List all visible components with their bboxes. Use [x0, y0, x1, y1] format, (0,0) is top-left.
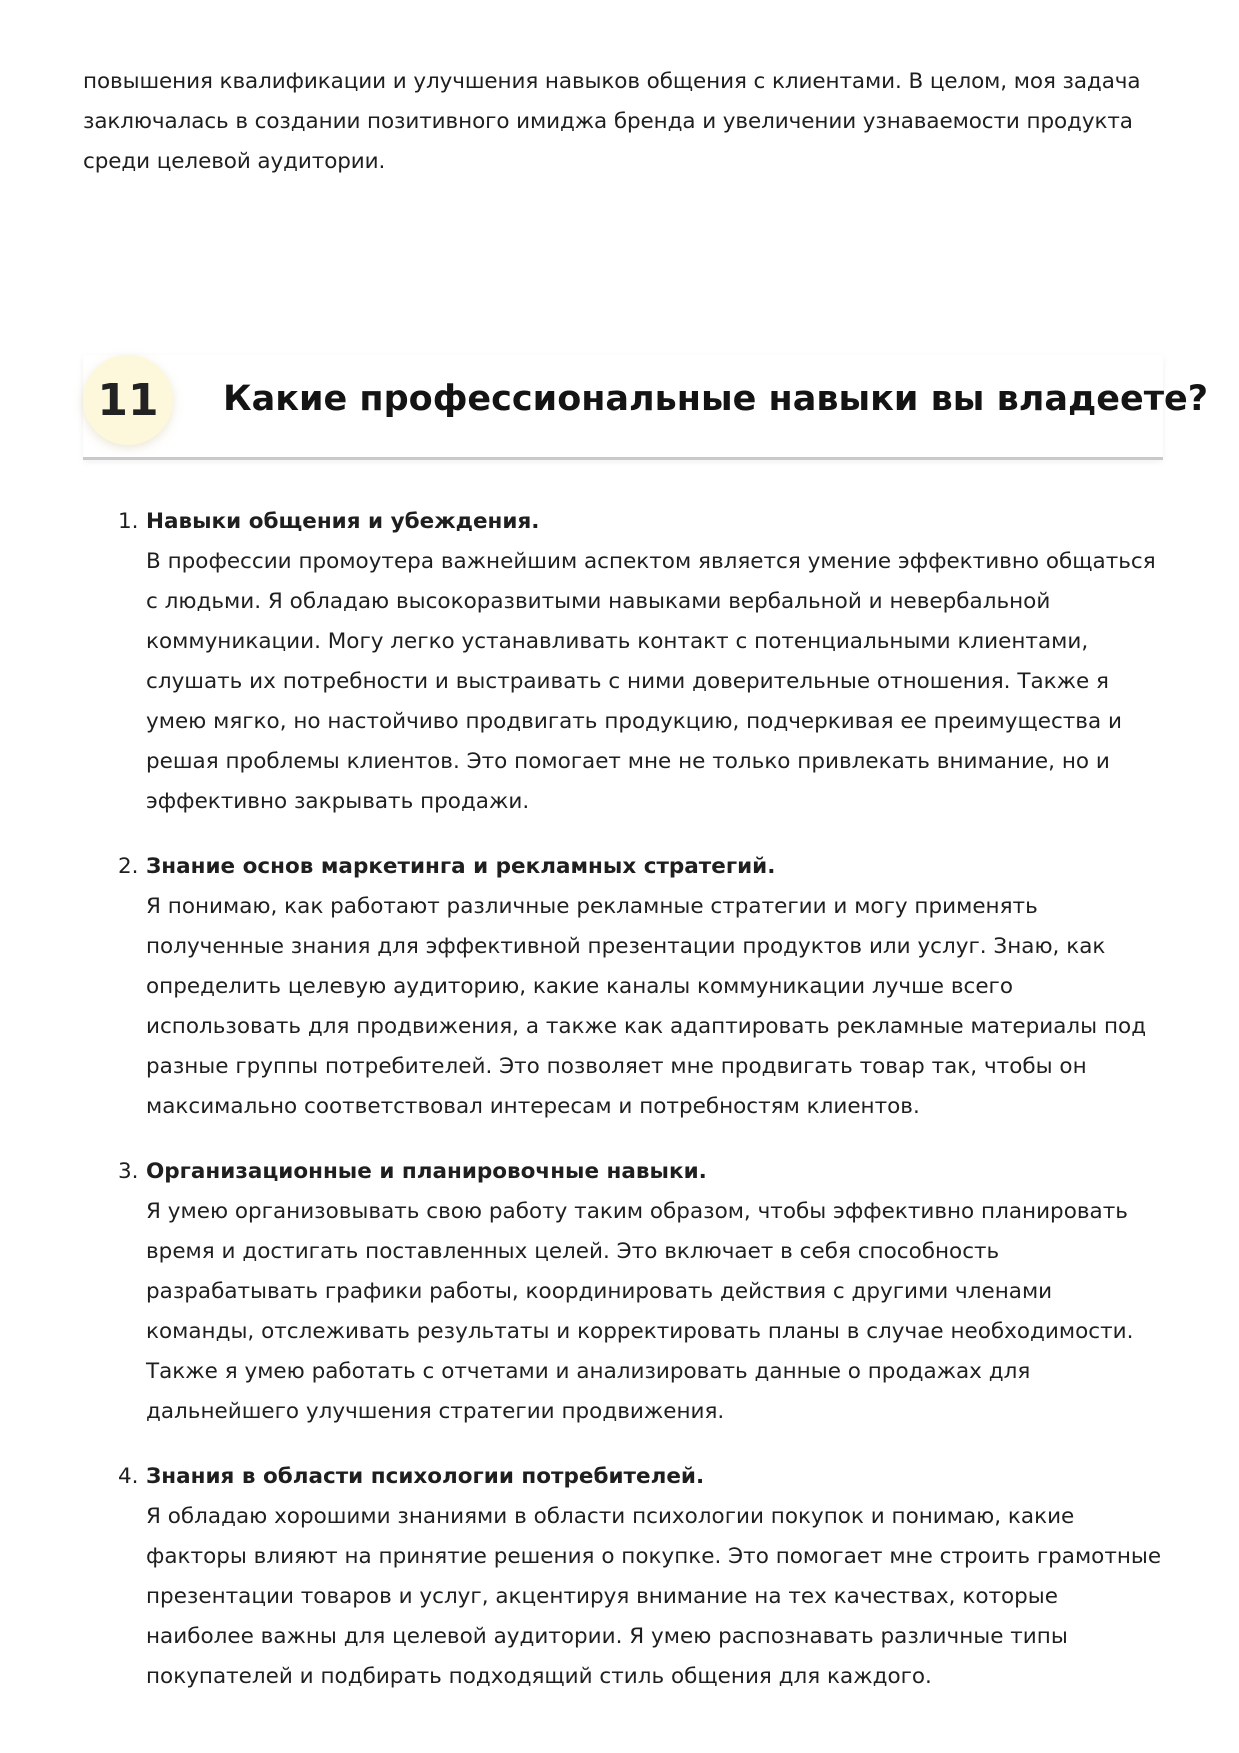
skill-title: Знание основ маркетинга и рекламных стратегий. — [146, 854, 776, 879]
skill-number: 1. — [118, 509, 139, 534]
skill-title: Навыки общения и убеждения. — [146, 509, 540, 534]
skill-title: Организационные и планировочные навыки. — [146, 1159, 707, 1184]
skill-number: 4. — [118, 1464, 139, 1489]
skill-title: Знания в области психологии потребителей. — [146, 1464, 705, 1489]
skill-description: Я понимаю, как работают различные рекламные стратегии и могу применять полученные знания для эффективной презентации продуктов или услуг. Знаю, как определить целевую аудиторию, какие каналы коммуникации лучше всего использовать для продвижения, а также как адаптировать рекламные материалы под разные группы потребителей. Это позволяет мне продвигать товар так, чтобы он максимально соответствовал интересам и потребностям клиентов. — [146, 894, 1147, 1119]
skill-description: Я обладаю хорошими знаниями в области психологии покупок и понимаю, какие факторы влияют на принятие решения о покупке. Это помогает мне строить грамотные презентации товаров и услуг, акцентируя внимание на тех качествах, которые наиболее важны для целевой аудитории. Я умею распознавать различные типы покупателей и подбирать подходящий стиль общения для каждого. — [146, 1504, 1162, 1689]
intro-paragraph: повышения квалификации и улучшения навыков общения с клиентами. В целом, моя задача заключалась в создании позитивного имиджа бренда и увеличении узнаваемости продукта среди целевой аудитории. — [83, 69, 1141, 174]
skill-number: 3. — [118, 1159, 139, 1184]
section-title: Какие профессиональные навыки вы владеете? — [223, 379, 1209, 419]
skill-item — [83, 502, 1163, 822]
skill-number: 2. — [118, 854, 139, 879]
skill-item — [83, 1457, 1163, 1697]
skill-item — [83, 1152, 1163, 1432]
skills-list — [83, 502, 1163, 1722]
skill-item — [83, 847, 1163, 1127]
skill-description: Я умею организовывать свою работу таким образом, чтобы эффективно планировать время и достигать поставленных целей. Это включает в себя способность разрабатывать графики работы, координировать действия с другими членами команды, отслеживать результаты и корректировать планы в случае необходимости. Также я умею работать с отчетами и анализировать данные о продажах для дальнейшего улучшения стратегии продвижения. — [146, 1199, 1134, 1424]
section-number-badge: 11 — [83, 355, 173, 445]
section-header — [83, 355, 1209, 460]
skill-description: В профессии промоутера важнейшим аспектом является умение эффективно общаться с людьми. Я обладаю высокоразвитыми навыками вербальной и невербальной коммуникации. Могу легко устанавливать контакт с потенциальными клиентами, слушать их потребности и выстраивать с ними доверительные отношения. Также я умею мягко, но настойчиво продвигать продукцию, подчеркивая ее преимущества и решая проблемы клиентов. Это помогает мне не только привлекать внимание, но и эффективно закрывать продажи. — [146, 549, 1156, 814]
